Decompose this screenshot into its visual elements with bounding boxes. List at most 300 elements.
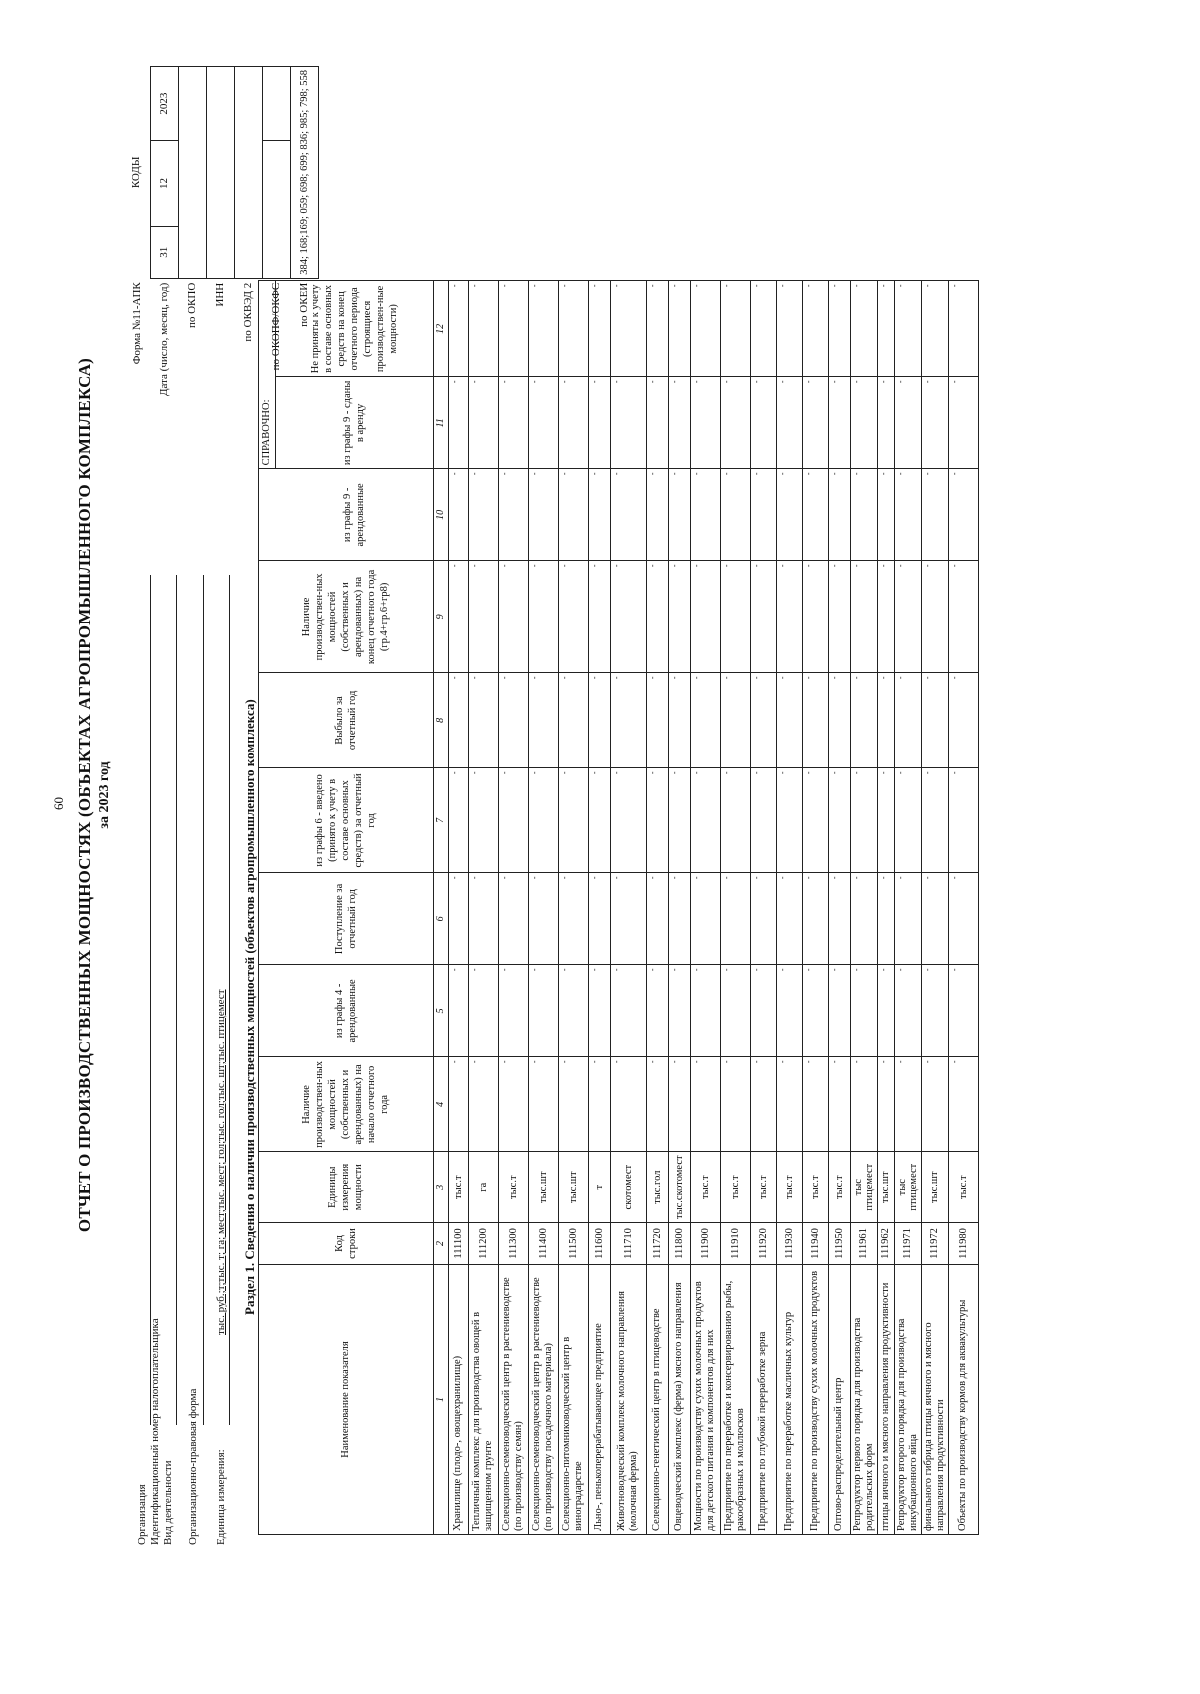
row-name: Репродуктор первого порядка для производства родительских форм	[850, 1265, 877, 1535]
row-value-cell[interactable]: -	[610, 768, 646, 873]
row-code: 111600	[588, 1223, 610, 1265]
row-value-cell[interactable]: -	[776, 561, 802, 673]
row-unit: тыс.т	[776, 1152, 802, 1223]
row-value-cell[interactable]: -	[720, 469, 750, 561]
row-value-cell[interactable]: -	[921, 281, 948, 377]
row-value-cell[interactable]: -	[720, 561, 750, 673]
row-value-cell[interactable]: -	[690, 561, 720, 673]
row-value-cell[interactable]: -	[802, 873, 828, 965]
row-value-cell[interactable]: -	[776, 469, 802, 561]
row-value-cell[interactable]: -	[750, 377, 776, 469]
row-value-cell[interactable]: -	[894, 768, 921, 873]
row-value-cell[interactable]: -	[776, 281, 802, 377]
row-code: 111962	[877, 1223, 894, 1265]
row-value-cell[interactable]: -	[802, 768, 828, 873]
column-number: 11	[433, 377, 448, 469]
row-value-cell[interactable]: -	[610, 1057, 646, 1152]
row-value-cell[interactable]: -	[802, 965, 828, 1057]
row-value-cell[interactable]: -	[750, 1057, 776, 1152]
row-value-cell[interactable]: -	[750, 469, 776, 561]
row-unit: тыс.т	[802, 1152, 828, 1223]
row-value-cell[interactable]: -	[646, 377, 668, 469]
rotated-page	[5, 15, 1155, 1575]
row-value-cell[interactable]: -	[690, 281, 720, 377]
row-value-cell[interactable]: -	[921, 673, 948, 768]
row-unit: тыс.скотомест	[668, 1152, 690, 1223]
row-value-cell[interactable]: -	[610, 673, 646, 768]
legal-form-field[interactable]	[203, 575, 204, 1425]
row-value-cell[interactable]: -	[668, 377, 690, 469]
row-unit: тыс.т	[690, 1152, 720, 1223]
row-code: 111200	[468, 1223, 498, 1265]
column-number: 12	[433, 281, 448, 377]
col-header-unit: Единицы измерения мощности	[259, 1152, 434, 1223]
row-code: 111971	[894, 1223, 921, 1265]
row-value-cell[interactable]: -	[948, 281, 978, 377]
row-code: 111961	[850, 1223, 877, 1265]
row-value-cell[interactable]: -	[528, 377, 558, 469]
row-value-cell[interactable]: -	[750, 561, 776, 673]
row-value-cell[interactable]: -	[498, 281, 528, 377]
table-row	[498, 281, 528, 1535]
row-name: Селекционно-питомниководческий центр в виноградарстве	[558, 1265, 588, 1535]
row-value-cell[interactable]: -	[894, 561, 921, 673]
row-value-cell[interactable]: -	[948, 377, 978, 469]
row-value-cell[interactable]: -	[894, 965, 921, 1057]
row-value-cell[interactable]: -	[448, 673, 468, 768]
row-value-cell[interactable]: -	[921, 561, 948, 673]
row-code: 111100	[448, 1223, 468, 1265]
row-value-cell[interactable]: -	[828, 281, 850, 377]
row-unit: тыс.шт	[877, 1152, 894, 1223]
col-header-code: Код строки	[259, 1223, 434, 1265]
row-value-cell[interactable]: -	[802, 469, 828, 561]
row-value-cell[interactable]: -	[448, 768, 468, 873]
row-value-cell[interactable]: -	[610, 561, 646, 673]
okopf-value[interactable]	[262, 141, 290, 278]
row-value-cell[interactable]: -	[921, 965, 948, 1057]
row-value-cell[interactable]: -	[877, 673, 894, 768]
row-value-cell[interactable]: -	[850, 561, 877, 673]
row-value-cell[interactable]: -	[588, 469, 610, 561]
row-value-cell[interactable]: -	[690, 673, 720, 768]
form-name: Форма №11-АПК	[130, 282, 143, 365]
row-value-cell[interactable]: -	[948, 561, 978, 673]
row-code: 111940	[802, 1223, 828, 1265]
table-row	[750, 281, 776, 1535]
row-value-cell[interactable]: -	[828, 469, 850, 561]
row-value-cell[interactable]: -	[468, 768, 498, 873]
row-value-cell[interactable]: -	[690, 377, 720, 469]
row-value-cell[interactable]: -	[776, 768, 802, 873]
row-value-cell[interactable]: -	[948, 768, 978, 873]
row-value-cell[interactable]: -	[690, 1057, 720, 1152]
row-code: 111720	[646, 1223, 668, 1265]
row-value-cell[interactable]: -	[750, 281, 776, 377]
row-value-cell[interactable]: -	[558, 965, 588, 1057]
row-unit: тыс.т	[498, 1152, 528, 1223]
row-value-cell[interactable]: -	[668, 965, 690, 1057]
row-value-cell[interactable]: -	[776, 1057, 802, 1152]
col-header-retired: Выбыло за отчетный год	[259, 673, 434, 768]
activity-field[interactable]	[176, 575, 177, 1425]
table-row	[588, 281, 610, 1535]
row-value-cell[interactable]: -	[468, 1057, 498, 1152]
row-value-cell[interactable]: -	[720, 1057, 750, 1152]
okpo-value[interactable]	[178, 66, 206, 278]
row-value-cell[interactable]: -	[877, 965, 894, 1057]
row-value-cell[interactable]: -	[558, 281, 588, 377]
row-value-cell[interactable]: -	[850, 768, 877, 873]
row-value-cell[interactable]: -	[528, 561, 558, 673]
table-row	[668, 281, 690, 1535]
row-code: 111500	[558, 1223, 588, 1265]
row-value-cell[interactable]: -	[528, 1057, 558, 1152]
row-unit: тыс.гол	[646, 1152, 668, 1223]
row-value-cell[interactable]: -	[558, 377, 588, 469]
row-value-cell[interactable]: -	[690, 469, 720, 561]
column-number: 5	[433, 965, 448, 1057]
row-value-cell[interactable]: -	[668, 561, 690, 673]
row-name: Селекционно-семеноводческий центр в растениеводстве (по производству семян)	[498, 1265, 528, 1535]
row-value-cell[interactable]: -	[828, 965, 850, 1057]
column-number: 2	[433, 1223, 448, 1265]
reference-header: СПРАВОЧНО:	[259, 281, 276, 469]
row-value-cell[interactable]: -	[690, 873, 720, 965]
row-name: Селекционно-генетический центр в птицеводстве	[646, 1265, 668, 1535]
row-value-cell[interactable]: -	[921, 377, 948, 469]
legal-form-label: Организационно-правовая форма	[187, 1388, 199, 1545]
row-value-cell[interactable]: -	[468, 281, 498, 377]
row-value-cell[interactable]: -	[802, 1057, 828, 1152]
row-value-cell[interactable]: -	[498, 768, 528, 873]
table-row	[610, 281, 646, 1535]
row-value-cell[interactable]: -	[850, 965, 877, 1057]
row-value-cell[interactable]: -	[610, 965, 646, 1057]
row-code: 111300	[498, 1223, 528, 1265]
row-value-cell[interactable]: -	[468, 965, 498, 1057]
column-number: 3	[433, 1152, 448, 1223]
row-value-cell[interactable]: -	[468, 673, 498, 768]
row-value-cell[interactable]: -	[850, 873, 877, 965]
row-value-cell[interactable]: -	[720, 965, 750, 1057]
table-body	[448, 281, 978, 1535]
row-value-cell[interactable]: -	[850, 673, 877, 768]
column-number: 7	[433, 768, 448, 873]
column-number: 10	[433, 469, 448, 561]
row-value-cell[interactable]: -	[646, 673, 668, 768]
row-value-cell[interactable]: -	[877, 281, 894, 377]
organization-field[interactable]	[150, 575, 151, 1425]
table-row	[948, 281, 978, 1535]
okved-label: по ОКВЭД 2	[242, 282, 254, 342]
row-value-cell[interactable]: -	[948, 469, 978, 561]
row-code: 111980	[948, 1223, 978, 1265]
table-row	[802, 281, 828, 1535]
row-value-cell[interactable]: -	[750, 768, 776, 873]
table-row	[828, 281, 850, 1535]
row-unit: тыс.шт	[921, 1152, 948, 1223]
row-value-cell[interactable]: -	[877, 768, 894, 873]
row-value-cell[interactable]: -	[690, 965, 720, 1057]
table-row	[448, 281, 468, 1535]
units-field	[229, 575, 230, 1425]
activity-label: Вид деятельности	[162, 1460, 174, 1545]
date-year[interactable]: 2023	[150, 66, 178, 140]
row-value-cell[interactable]: -	[646, 965, 668, 1057]
row-value-cell[interactable]: -	[850, 377, 877, 469]
row-code: 111710	[610, 1223, 646, 1265]
row-value-cell[interactable]: -	[720, 281, 750, 377]
row-value-cell[interactable]: -	[610, 281, 646, 377]
inn-value[interactable]	[206, 66, 234, 278]
capacity-table	[258, 280, 979, 1535]
row-value-cell[interactable]: -	[646, 873, 668, 965]
row-value-cell[interactable]: -	[528, 965, 558, 1057]
table-row	[921, 281, 948, 1535]
row-value-cell[interactable]: -	[468, 873, 498, 965]
row-code: 111800	[668, 1223, 690, 1265]
table-row	[528, 281, 558, 1535]
row-value-cell[interactable]: -	[646, 1057, 668, 1152]
row-value-cell[interactable]: -	[750, 673, 776, 768]
row-unit: т	[588, 1152, 610, 1223]
row-value-cell[interactable]: -	[668, 768, 690, 873]
row-value-cell[interactable]: -	[588, 1057, 610, 1152]
row-value-cell[interactable]: -	[850, 281, 877, 377]
row-value-cell[interactable]: -	[850, 1057, 877, 1152]
row-value-cell[interactable]: -	[894, 469, 921, 561]
table-row	[850, 281, 877, 1535]
row-name: птицы яичного и мясного направления продуктивности	[877, 1265, 894, 1535]
page-number: 60	[51, 797, 66, 810]
column-number: 1	[433, 1265, 448, 1535]
row-name: Репродуктор второго порядка для производства инкубационного яйца	[894, 1265, 921, 1535]
row-code: 111930	[776, 1223, 802, 1265]
row-value-cell[interactable]: -	[448, 873, 468, 965]
table-row	[776, 281, 802, 1535]
row-value-cell[interactable]: -	[558, 469, 588, 561]
row-value-cell[interactable]: -	[528, 469, 558, 561]
date-month[interactable]: 12	[150, 141, 178, 226]
row-code: 111400	[528, 1223, 558, 1265]
row-value-cell[interactable]: -	[498, 673, 528, 768]
row-unit: тыс.т	[828, 1152, 850, 1223]
col-header-name: Наименование показателя	[259, 1265, 434, 1535]
row-value-cell[interactable]: -	[468, 377, 498, 469]
row-value-cell[interactable]: -	[498, 377, 528, 469]
row-value-cell[interactable]: -	[894, 377, 921, 469]
row-value-cell[interactable]: -	[448, 469, 468, 561]
row-value-cell[interactable]: -	[894, 1057, 921, 1152]
row-value-cell[interactable]: -	[558, 873, 588, 965]
row-value-cell[interactable]: -	[828, 673, 850, 768]
row-value-cell[interactable]: -	[894, 673, 921, 768]
row-code: 111972	[921, 1223, 948, 1265]
row-value-cell[interactable]: -	[468, 469, 498, 561]
row-value-cell[interactable]: -	[948, 673, 978, 768]
row-value-cell[interactable]: -	[646, 561, 668, 673]
row-value-cell[interactable]: -	[646, 469, 668, 561]
row-value-cell[interactable]: -	[948, 873, 978, 965]
row-value-cell[interactable]: -	[558, 561, 588, 673]
row-name: Объекты по производству кормов для аквакультуры	[948, 1265, 978, 1535]
row-value-cell[interactable]: -	[921, 469, 948, 561]
date-day[interactable]: 31	[150, 226, 178, 278]
row-value-cell[interactable]: -	[498, 1057, 528, 1152]
row-unit: тыс.шт	[558, 1152, 588, 1223]
row-value-cell[interactable]: -	[948, 1057, 978, 1152]
row-name: Предприятие по переработке масличных культур	[776, 1265, 802, 1535]
row-value-cell[interactable]: -	[610, 873, 646, 965]
row-value-cell[interactable]: -	[720, 768, 750, 873]
okved-value[interactable]	[234, 66, 262, 278]
row-value-cell[interactable]: -	[468, 561, 498, 673]
row-value-cell[interactable]: -	[448, 965, 468, 1057]
row-name: Предприятие по производству сухих молочных продуктов	[802, 1265, 828, 1535]
row-value-cell[interactable]: -	[668, 873, 690, 965]
table-row	[690, 281, 720, 1535]
organization-label: Организация	[136, 1484, 148, 1545]
row-name: Хранилище (плодо-, овощехранилище)	[448, 1265, 468, 1535]
row-value-cell[interactable]: -	[802, 561, 828, 673]
row-unit: скотомест	[610, 1152, 646, 1223]
row-value-cell[interactable]: -	[720, 673, 750, 768]
table-row	[558, 281, 588, 1535]
row-value-cell[interactable]: -	[828, 561, 850, 673]
row-value-cell[interactable]: -	[776, 965, 802, 1057]
row-value-cell[interactable]: -	[498, 965, 528, 1057]
row-value-cell[interactable]: -	[448, 281, 468, 377]
row-unit: тыс.т	[720, 1152, 750, 1223]
row-code: 111920	[750, 1223, 776, 1265]
row-value-cell[interactable]: -	[802, 281, 828, 377]
row-value-cell[interactable]: -	[921, 768, 948, 873]
okfs-value[interactable]	[262, 66, 290, 140]
row-value-cell[interactable]: -	[528, 673, 558, 768]
row-code: 111950	[828, 1223, 850, 1265]
row-value-cell[interactable]: -	[828, 1057, 850, 1152]
row-value-cell[interactable]: -	[690, 768, 720, 873]
row-value-cell[interactable]: -	[802, 673, 828, 768]
row-value-cell[interactable]: -	[588, 768, 610, 873]
col-header-leased-out: из графы 9 - сданы в аренду	[275, 377, 433, 469]
row-value-cell[interactable]: -	[828, 873, 850, 965]
row-code: 111900	[690, 1223, 720, 1265]
table-row	[720, 281, 750, 1535]
row-value-cell[interactable]: -	[776, 377, 802, 469]
row-code: 111910	[720, 1223, 750, 1265]
inn-label: Идентификационный номер налогоплательщика	[149, 1318, 161, 1545]
table-row	[646, 281, 668, 1535]
row-value-cell[interactable]: -	[894, 281, 921, 377]
report-title: ОТЧЕТ О ПРОИЗВОДСТВЕННЫХ МОЩНОСТЯХ (ОБЪЕКТАХ АГРОПРОМЫШЛЕННОГО КОМПЛЕКСА)	[75, 357, 94, 1233]
row-unit: тыс птицемест	[850, 1152, 877, 1223]
row-value-cell[interactable]: -	[720, 873, 750, 965]
row-value-cell[interactable]: -	[588, 561, 610, 673]
row-value-cell[interactable]: -	[610, 377, 646, 469]
row-value-cell[interactable]: -	[894, 873, 921, 965]
row-unit: тыс.т	[948, 1152, 978, 1223]
row-value-cell[interactable]: -	[668, 469, 690, 561]
row-value-cell[interactable]: -	[877, 873, 894, 965]
row-name: Селекционно-семеноводческий центр в растениеводстве (по производству посадочного материала)	[528, 1265, 558, 1535]
row-name: Оптово-распределительный центр	[828, 1265, 850, 1535]
row-value-cell[interactable]: -	[776, 673, 802, 768]
okopf-label: по ОКОПФ/ОКФС	[270, 282, 282, 371]
okei-label: по ОКЕИ	[298, 282, 310, 327]
column-numbers-row	[433, 281, 448, 1535]
row-value-cell[interactable]: -	[921, 873, 948, 965]
row-value-cell[interactable]: -	[828, 768, 850, 873]
codes-title: КОДЫ	[123, 66, 150, 278]
row-value-cell[interactable]: -	[558, 768, 588, 873]
row-value-cell[interactable]: -	[448, 561, 468, 673]
row-value-cell[interactable]: -	[558, 673, 588, 768]
row-value-cell[interactable]: -	[668, 281, 690, 377]
row-value-cell[interactable]: -	[802, 377, 828, 469]
row-value-cell[interactable]: -	[948, 965, 978, 1057]
row-value-cell[interactable]: -	[588, 873, 610, 965]
row-value-cell[interactable]: -	[877, 561, 894, 673]
column-number: 6	[433, 873, 448, 965]
table-row	[468, 281, 498, 1535]
row-unit: тыс.т	[448, 1152, 468, 1223]
row-name: Льно-, пенькоперерабатывающее предприятие	[588, 1265, 610, 1535]
units-value: тыс. руб.;т;тыс. т; га; мест;тыс. мест; гол;тыс. гол;тыс. шт;тыс. птицемест	[215, 989, 227, 1335]
row-name: Овцеводческий комплекс (ферма) мясного направления	[668, 1265, 690, 1535]
row-value-cell[interactable]: -	[668, 1057, 690, 1152]
row-value-cell[interactable]: -	[646, 768, 668, 873]
row-value-cell[interactable]: -	[498, 873, 528, 965]
row-value-cell[interactable]: -	[921, 1057, 948, 1152]
col-header-end: Наличие производствен-ных мощностей (собственных и арендованных) на конец отчетного года (гр.4+гр.6+гр8)	[259, 561, 434, 673]
row-value-cell[interactable]: -	[877, 377, 894, 469]
row-value-cell[interactable]: -	[528, 281, 558, 377]
row-value-cell[interactable]: -	[498, 469, 528, 561]
section-title: Раздел 1. Сведения о наличии производственных мощностей (объектов агропромышленного комплекса)	[242, 699, 257, 1315]
date-label: Дата (число, месяц, год)	[158, 282, 170, 396]
row-value-cell[interactable]: -	[528, 768, 558, 873]
row-value-cell[interactable]: -	[750, 965, 776, 1057]
row-value-cell[interactable]: -	[448, 377, 468, 469]
col-header-leased-start: из графы 4 - арендованные	[259, 965, 434, 1057]
row-value-cell[interactable]: -	[558, 1057, 588, 1152]
row-value-cell[interactable]: -	[588, 673, 610, 768]
row-value-cell[interactable]: -	[498, 561, 528, 673]
column-number: 9	[433, 561, 448, 673]
row-value-cell[interactable]: -	[776, 873, 802, 965]
row-value-cell[interactable]: -	[610, 469, 646, 561]
okpo-label: по ОКПО	[186, 282, 198, 329]
row-value-cell[interactable]: -	[720, 377, 750, 469]
row-value-cell[interactable]: -	[877, 469, 894, 561]
row-value-cell[interactable]: -	[646, 281, 668, 377]
row-value-cell[interactable]: -	[877, 1057, 894, 1152]
row-value-cell[interactable]: -	[850, 469, 877, 561]
row-value-cell[interactable]: -	[588, 281, 610, 377]
row-value-cell[interactable]: -	[588, 377, 610, 469]
unit-label: Единица измерения:	[215, 1449, 227, 1545]
row-value-cell[interactable]: -	[528, 873, 558, 965]
row-value-cell[interactable]: -	[448, 1057, 468, 1152]
col-header-not-accounted: Не приняты к учету в составе основных средств на конец отчетного периода (строящиеся производствен-ные мощности)	[275, 281, 433, 377]
row-value-cell[interactable]: -	[588, 965, 610, 1057]
row-name: Предприятие по переработке и консервированию рыбы, ракообразных и моллюсков	[720, 1265, 750, 1535]
row-value-cell[interactable]: -	[750, 873, 776, 965]
row-value-cell[interactable]: -	[828, 377, 850, 469]
row-value-cell[interactable]: -	[668, 673, 690, 768]
